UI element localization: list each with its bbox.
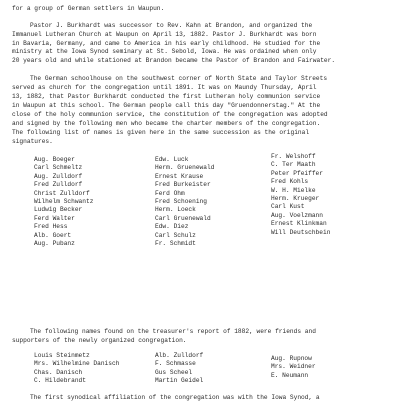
name-column <box>271 355 316 380</box>
name-column <box>155 352 203 386</box>
member-name: Fred Kohls <box>271 178 309 186</box>
paragraph-line: The following list of names is given here in the same succession as the original <box>12 129 310 136</box>
paragraph-line: served as church for the congregation until 1891. It was on Maundy Thursday, April <box>12 84 317 91</box>
member-name: Ludwig Becker <box>34 206 83 214</box>
member-name: Aug. Pubanz <box>34 239 75 247</box>
paragraph-line: 20 years old and while stationed at Brandon became the Pastor of Brandon and Fairwater. <box>12 57 336 64</box>
member-name: Fr. Schmidt <box>155 239 196 247</box>
paragraph-line: close of the holy communion service, the constitution of the congregation was adopted <box>12 111 328 118</box>
supporter-name: Mrs. Wilhelmine Danisch <box>34 360 120 368</box>
supporter-name: C. Hildebrandt <box>34 377 86 385</box>
paragraph-line: ministry at the Iowa Synod seminary at St. Sebold, Iowa. He was ordained when only <box>12 48 317 55</box>
name-column <box>271 153 330 237</box>
supporter-name: Louis Steinmetz <box>34 352 90 359</box>
member-name: Herm. Loeck <box>155 206 196 214</box>
member-name: Peter Pfeiffer <box>271 169 323 177</box>
supporter-name: Alb. Zulldorf <box>155 352 204 359</box>
member-name: Aug. Boeger <box>34 156 75 163</box>
member-name: Carl Gruenewald <box>155 214 211 222</box>
supporter-name: Gus Scheel <box>155 368 193 376</box>
member-name: Carl Schmeltz <box>34 164 83 172</box>
name-column <box>155 156 214 248</box>
member-name: Ernest Klinkman <box>271 220 327 228</box>
paragraph-line: in Waupun at this school. The German people call this day "Gruendonnerstag." At the <box>12 102 321 109</box>
member-name: Fred Hess <box>34 223 68 231</box>
member-name: Aug. Voelzmann <box>271 211 323 219</box>
member-name: Ferd Ohm <box>155 189 185 197</box>
member-name: Carl Kust <box>271 203 305 211</box>
paragraph-line: and signed by the following men who became the charter members of the congregation. <box>12 120 321 127</box>
paragraph-line-partial: The first synodical affiliation of the congregation was with the Iowa Synod, a <box>30 394 320 401</box>
paragraph-line: Pastor J. Burkhardt was successor to Rev. Kahn at Brandon, and organized the <box>30 22 313 29</box>
member-name: Edw. Diez <box>155 223 189 231</box>
member-name: Fred Burkeister <box>155 181 211 189</box>
member-name: Christ Zulldorf <box>34 189 90 197</box>
paragraph-line: 13, 1882, that Pastor Burkhardt conducted the first Lutheran holy communion service <box>12 93 321 100</box>
supporter-name: Mrs. Weidner <box>271 363 316 371</box>
paragraph-line: The German schoolhouse on the southwest corner of North State and Taylor Streets <box>30 75 328 82</box>
member-name: Wilhelm Schwantz <box>34 197 94 205</box>
paragraph-line: signatures. <box>12 138 53 145</box>
supporter-name: E. Neumann <box>271 371 309 379</box>
member-name: Aug. Zulldorf <box>34 172 83 180</box>
paragraph-line: Immanuel Lutheran Church at Waupun on April 13, 1882. Pastor J. Burkhardt was born <box>12 31 317 38</box>
paragraph-line: in Bavaria, Germany, and came to America in his early childhood. He studied for the <box>12 40 321 47</box>
supporter-name: Aug. Rupnow <box>271 355 312 362</box>
supporter-name: Chas. Danisch <box>34 368 83 376</box>
member-name: Alb. Goert <box>34 231 72 239</box>
member-name: Ferd Walter <box>34 214 75 222</box>
member-name: W. H. Mielke <box>271 186 316 194</box>
member-name: Fr. Welshoff <box>271 153 316 160</box>
member-name: Carl Schulz <box>155 231 196 239</box>
member-name: Fred Schoening <box>155 197 207 205</box>
supporter-name: Martin Geidel <box>155 377 204 385</box>
member-name: Edw. Luck <box>155 156 189 163</box>
paragraph-line: The following names found on the treasurer's report of 1882, were friends and <box>30 328 316 335</box>
member-name: C. Ter Maath <box>271 161 316 169</box>
member-name: Will Deutschbein <box>271 228 331 236</box>
member-name: Herm. Gruenewald <box>155 164 215 172</box>
charter-members-list <box>0 153 400 256</box>
paragraph-line: for a group of German settlers in Waupun. <box>12 5 165 12</box>
paragraph-line: supporters of the newly organized congregation. <box>12 337 187 344</box>
member-name: Herm. Krueger <box>271 194 320 202</box>
supporter-name: F. Schmasse <box>155 360 196 368</box>
name-column <box>34 352 119 386</box>
member-name: Ernest Krause <box>155 172 204 180</box>
name-column <box>34 156 93 248</box>
member-name: Fred Zulldorf <box>34 181 83 189</box>
treasurer-names-list <box>0 352 400 392</box>
